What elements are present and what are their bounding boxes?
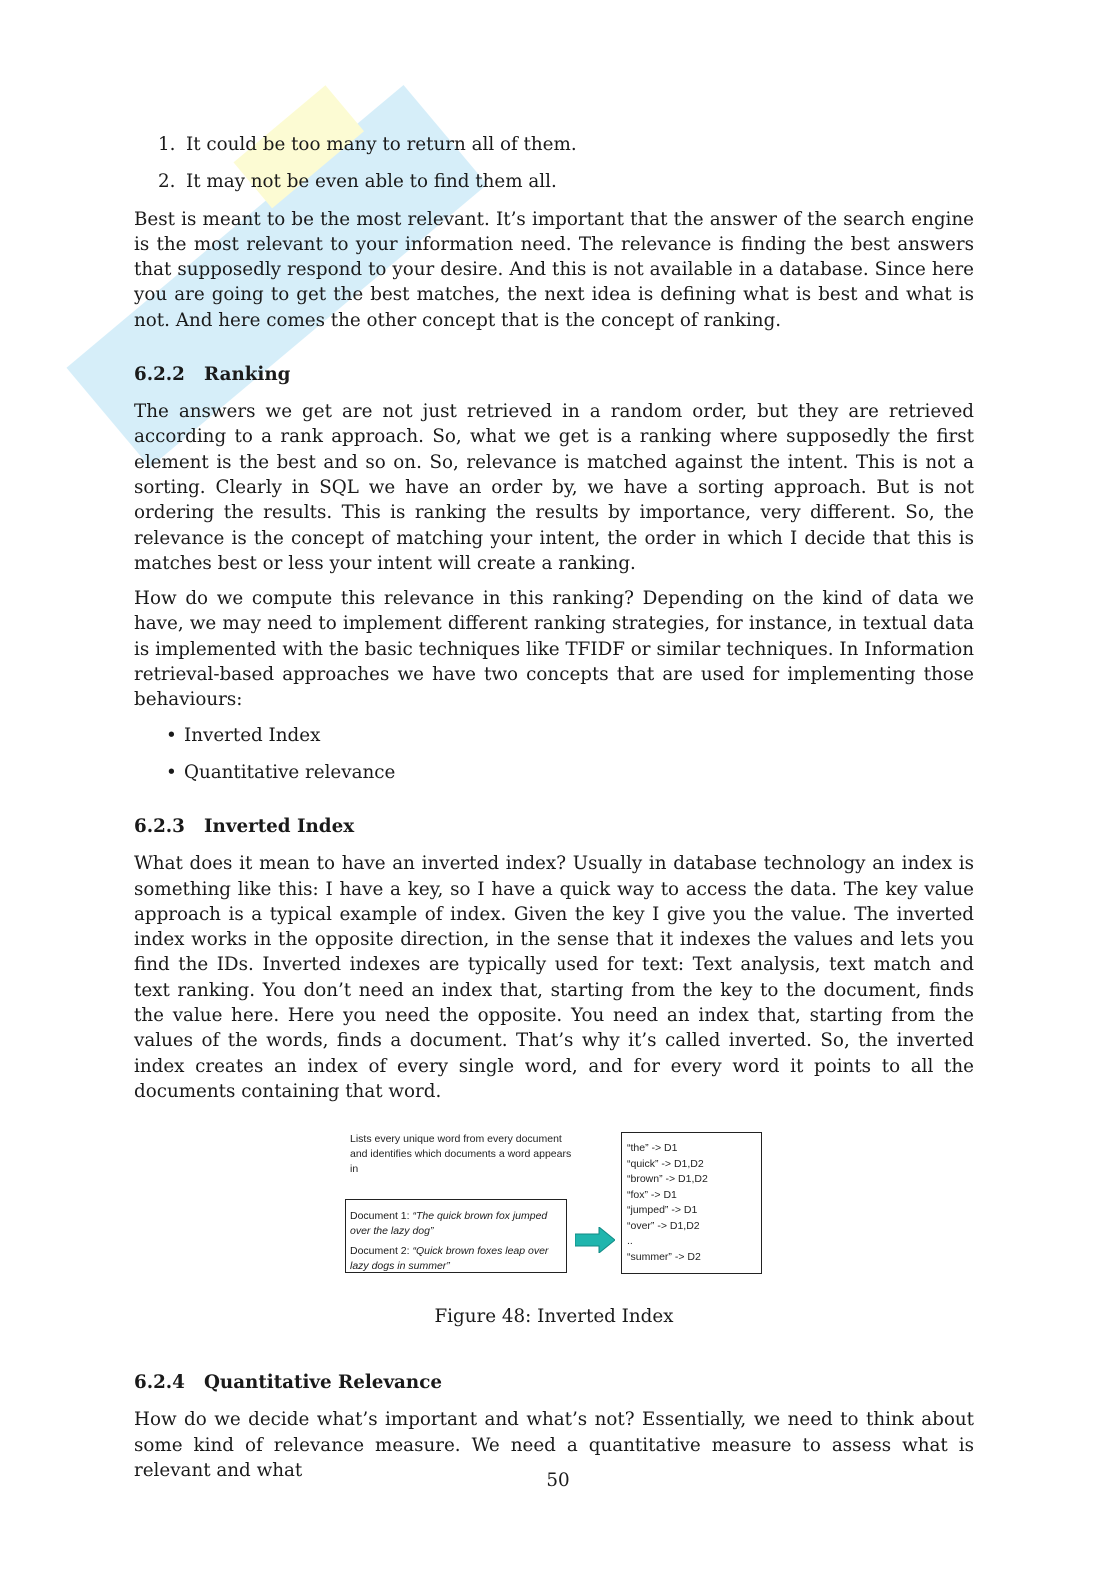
index-entry: “quick” -> D1,D2 (627, 1157, 704, 1170)
index-entry: .. (627, 1235, 633, 1248)
document-1: Document 1: “The quick brown fox jumped over the lazy dog” (350, 1210, 548, 1238)
document-2: Document 2: “Quick brown foxes leap over lazy dogs in summer” (350, 1245, 549, 1273)
section-heading-ranking: 6.2.2 Ranking (134, 364, 291, 386)
index-entry: “brown” -> D1,D2 (627, 1173, 708, 1186)
arrow-right-icon (575, 1227, 615, 1253)
paragraph-ranking-1: The answers we get are not just retrieved in a random order, but they are retrieved according to a rank approach. So, what we get is a ranking where supposedly the first element is the best and so on. So, relevance is matched against the intent. This is not a sorting. Clearly in SQL we have an order by, we have a sorting approach. But is not ordering the results. This is ranking the results by importance, very different. So, the relevance is the concept of matching your intent, the order in which I decide that this is matches best or less your intent will create a ranking. (134, 401, 974, 574)
list-item: • Quantitative relevance (134, 760, 974, 785)
index-entry: “summer” -> D2 (627, 1250, 701, 1263)
paragraph-ranking-2: How do we compute this relevance in this ranking? Depending on the kind of data we have, we may need to implement different ranking strategies, for instance, in textual data is implemented with the basic techniques like TFIDF or similar techniques. In Information retrieval-based approaches we have two concepts that are used for implementing those behaviours: (134, 588, 974, 711)
page-number: 50 (546, 1470, 570, 1491)
list-item: 1. It could be too many to return all of them. (158, 134, 577, 155)
inverted-index-box (621, 1132, 762, 1274)
index-entry: “fox” -> D1 (627, 1188, 677, 1201)
figure-description: Lists every unique word from every document and identifies which documents a word appears in (350, 1133, 572, 1176)
index-entry: “over” -> D1,D2 (627, 1219, 700, 1232)
index-entry: “jumped” -> D1 (627, 1204, 698, 1217)
section-heading-quantitative-relevance: 6.2.4 Quantitative Relevance (134, 1372, 442, 1394)
paragraph-quantitative-relevance: How do we decide what’s important and what’s not? Essentially, we need to think about some kind of relevance measure. We need a quantitative measure to assess what is relevant and what (134, 1409, 974, 1481)
bullet-list (134, 723, 974, 786)
page-body (134, 120, 974, 1493)
index-entry: “the” -> D1 (627, 1142, 678, 1155)
paragraph-inverted-index: What does it mean to have an inverted index? Usually in database technology an index is something like this: I have a key, so I have a quick way to access the data. The key value approach is a typical example of index. Given the key I give you the value. The inverted index works in the opposite direction, in the sense that it indexes the values and lets you find the IDs. Inverted indexes are typically used for text: Text analysis, text match and text ranking. You don’t need an index that, starting from the key to the document, finds the value here. Here you need the opposite. You need an index that, starting from the values of the words, finds a document. That’s why it’s called inverted. So, the inverted index creates an index of every single word, and for every word it points to all the documents containing that word. (134, 853, 974, 1102)
bullet-icon: • (166, 724, 177, 746)
figure-inverted-index (134, 1132, 974, 1282)
paragraph-best: Best is meant to be the most relevant. It’s important that the answer of the search engine is the most relevant to your information need. The relevance is finding the best answers that supposedly respond to your desire. And this is not available in a database. Since here you are going to get the best matches, the next idea is defining what is best and what is not. And here comes the other concept that is the concept of ranking. (134, 208, 974, 331)
bullet-icon: • (166, 761, 177, 783)
figure-caption: Figure 48: Inverted Index (434, 1306, 674, 1328)
documents-box (345, 1199, 567, 1273)
list-item: 2. It may not be even able to find them all. (158, 171, 557, 193)
section-heading-inverted-index: 6.2.3 Inverted Index (134, 816, 355, 838)
enumerated-list (134, 132, 974, 195)
list-item: • Inverted Index (134, 723, 974, 748)
